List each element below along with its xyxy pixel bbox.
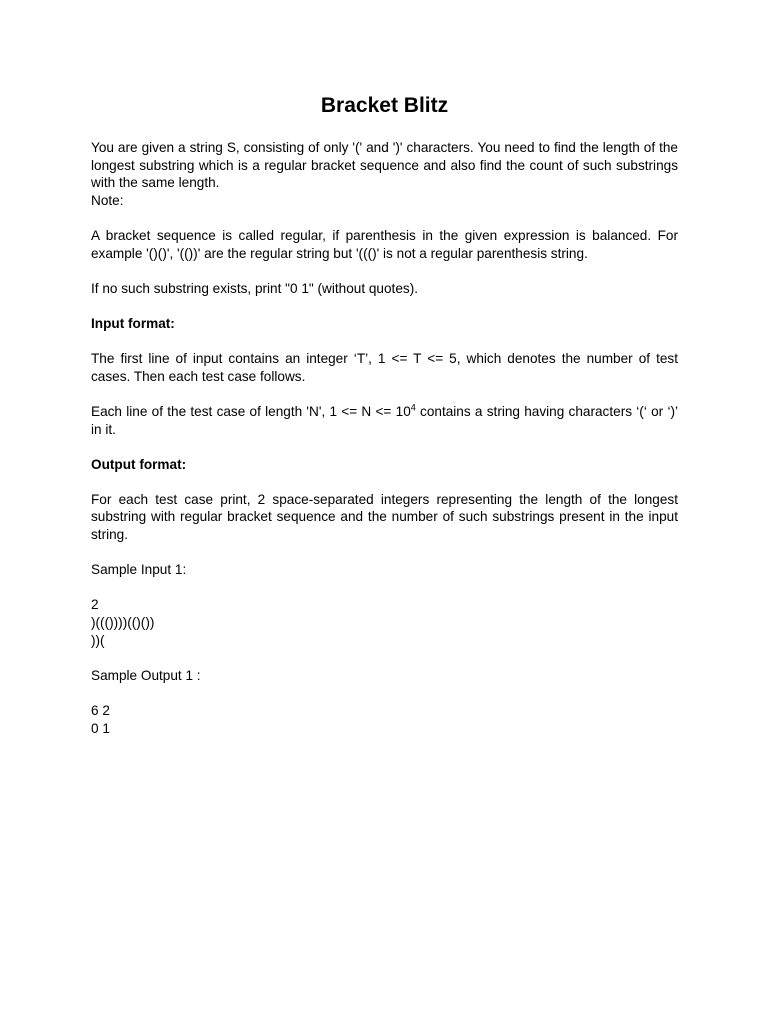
regular-definition: A bracket sequence is called regular, if parenthesis in the given expression is balanced. For example '()()', '(())' are the regular string but '((()' is not a regular parenthesis string. <box>91 227 678 261</box>
note-label: Note: <box>91 192 124 208</box>
sample-input-line: )((())))(()()) <box>91 615 155 631</box>
sample-output-line: 6 2 <box>91 703 110 718</box>
input-format-line2-after: contains a string having characters ‘(‘ or ‘)’ in it. <box>91 403 679 437</box>
sample-input-label: Sample Input 1: <box>91 562 187 578</box>
sample-output-line: 0 1 <box>91 720 110 736</box>
sample-input-line: 2 <box>91 597 99 613</box>
input-format-line1: The first line of input contains an integer ‘T’, 1 <= T <= 5, which denotes the number of test cases. Then each test case follows. <box>91 351 678 384</box>
input-format-line2-before: Each line of the test case of length 'N', 1 <= N <= 10 <box>91 403 411 419</box>
problem-intro: You are given a string S, consisting of only '(' and ')' characters. You need to find the length of the longest substring which is a regular bracket sequence and also find the count of such substrings with the same length. <box>91 140 678 191</box>
no-substring-rule: If no such substring exists, print "0 1" (without quotes). <box>91 280 418 296</box>
exponent: 4 <box>410 402 416 413</box>
document-page <box>91 92 678 737</box>
output-format-heading: Output format: <box>91 456 187 472</box>
sample-output-label: Sample Output 1 : <box>91 667 201 683</box>
sample-output-block <box>91 702 678 737</box>
input-format-heading: Input format: <box>91 315 175 331</box>
input-format-line2 <box>91 403 678 438</box>
output-format-text: For each test case print, 2 space-separated integers representing the length of the longest substring with regular bracket sequence and the number of such substrings present in the input string. <box>91 491 678 543</box>
page-title: Bracket Blitz <box>320 94 449 117</box>
sample-input-block <box>91 596 678 649</box>
sample-input-line: ))( <box>91 632 105 648</box>
